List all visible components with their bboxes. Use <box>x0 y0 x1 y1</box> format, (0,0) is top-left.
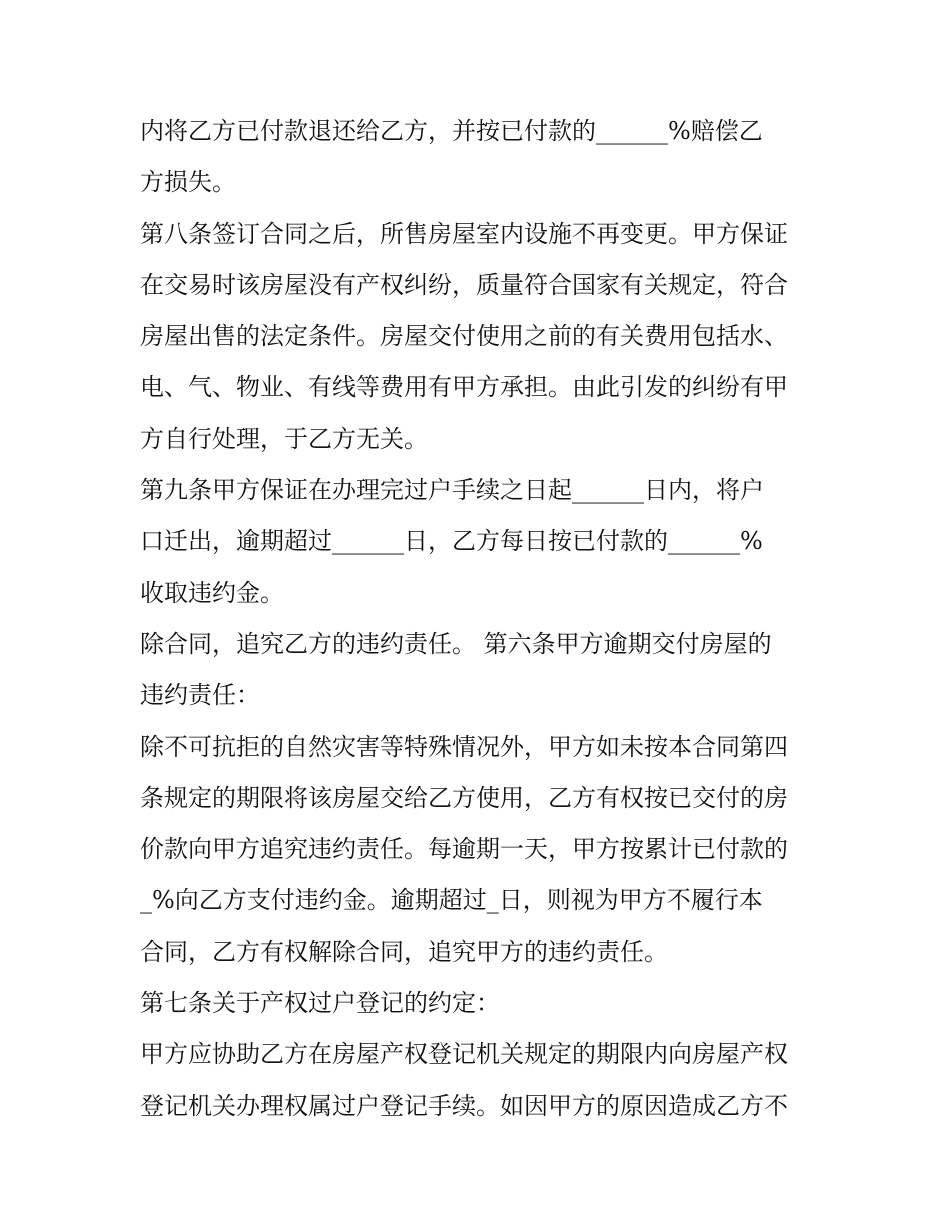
text-line: 方损失。 <box>140 168 236 197</box>
text-line: _%向乙方支付违约金。逾期超过_日，则视为甲方不履行本 <box>140 886 763 915</box>
text-line: 违约责任： <box>140 681 260 710</box>
text-line: 方自行处理，于乙方无关。 <box>140 424 428 453</box>
text-line: 除不可抗拒的自然灾害等特殊情况外，甲方如未按本合同第四 <box>140 732 788 761</box>
text-line: 条规定的期限将该房屋交给乙方使用，乙方有权按已交付的房 <box>140 783 788 812</box>
text-line: 价款向甲方追究违约责任。每逾期一天，甲方按累计已付款的 <box>140 835 788 864</box>
text-line: 甲方应协助乙方在房屋产权登记机关规定的期限内向房屋产权 <box>140 1040 788 1069</box>
text-line: 电、气、物业、有线等费用有甲方承担。由此引发的纠纷有甲 <box>140 373 788 402</box>
text-line: 除合同，追究乙方的违约责任。 第六条甲方逾期交付房屋的 <box>140 629 772 658</box>
text-line: 内将乙方已付款退还给乙方，并按已付款的______%赔偿乙 <box>140 117 763 145</box>
contract-text-body <box>140 106 820 1132</box>
text-line: 在交易时该房屋没有产权纠纷，质量符合国家有关规定，符合 <box>140 270 788 299</box>
text-line: 收取违约金。 <box>140 578 284 607</box>
text-line: 第九条甲方保证在办理完过户手续之日起______日内，将户 <box>140 476 764 505</box>
text-line: 口迁出，逾期超过______日，乙方每日按已付款的______% <box>140 527 763 556</box>
text-line: 第七条关于产权过户登记的约定： <box>140 989 500 1018</box>
text-line: 房屋出售的法定条件。房屋交付使用之前的有关费用包括水、 <box>140 322 788 351</box>
text-line: 登记机关办理权属过户登记手续。如因甲方的原因造成乙方不 <box>140 1091 788 1120</box>
text-line: 合同，乙方有权解除合同，追究甲方的违约责任。 <box>140 937 668 966</box>
text-line: 第八条签订合同之后，所售房屋室内设施不再变更。甲方保证 <box>140 219 788 248</box>
